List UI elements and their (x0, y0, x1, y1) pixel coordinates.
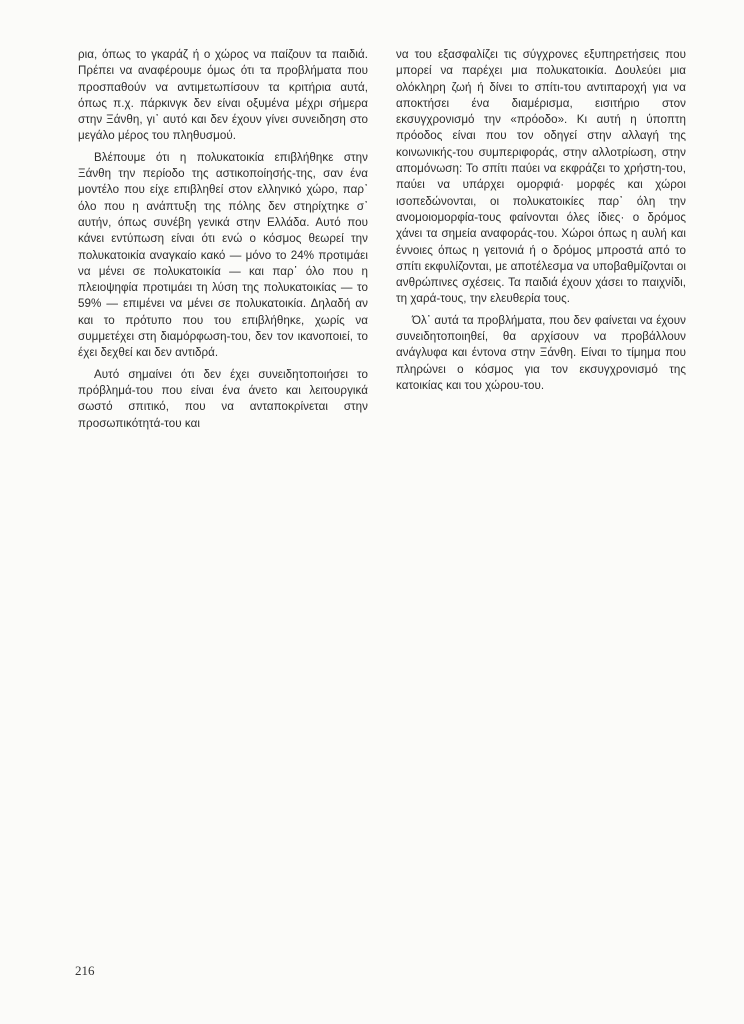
paragraph-3: Αυτό σημαίνει ότι δεν έχει συνειδητοποιήσει το πρόβλημά-του που είναι ένα άνετο και λειτουργικά σωστό σπιτικό, που να ανταποκρίνεται στην προσωπικότητά-του και (78, 367, 368, 430)
paragraph-5: Όλ᾽ αυτά τα προβλήματα, που δεν φαίνεται να έχουν συνειδητοποιηθεί, θα αρχίσουν να προβάλλουν ανάγλυφα και έντονα στην Ξάνθη. Είναι το τίμημα που πληρώνει ο κόσμος για τον εκσυγχρονισμό της κατοικίας και του χώρου-του. (396, 313, 686, 392)
left-column (78, 47, 368, 432)
paragraph-2: Βλέπουμε ότι η πολυκατοικία επιβλήθηκε στην Ξάνθη την περίοδο της αστικοποίησής-της, σαν ένα μοντέλο που είχε επιβληθεί στον ελληνικό χώρο, παρ᾽ όλο που η ανάπτυξη της πόλης δεν στηρίχτηκε σ᾽ αυτήν, όπως συνέβη γενικά στην Ελλάδα. Αυτό που κάνει εντύπωση είναι ότι ενώ ο κόσμος θεωρεί την πολυκατοικία αναγκαίο κακό — μόνο το 24% προτιμάει να μένει σε πολυκατοικία — και παρ᾽ όλο που η πλειοψηφία προτιμάει τη λύση της πολυκατοικίας — το 59% — επιμένει να μένει σε πολυκατοικία. Δηλαδή αν και το πρότυπο που του επιβλήθηκε, χωρίς να συμμετέχει στη διαμόρφωση-του, δεν τον ικανοποιεί, το έχει δεχθεί και δεν αντιδρά. (78, 150, 368, 360)
page-number: 216 (75, 963, 95, 978)
right-column (396, 47, 686, 394)
paragraph-1: ρια, όπως το γκαράζ ή ο χώρος να παίζουν τα παιδιά. Πρέπει να αναφέρουμε όμως ότι τα προβλήματα που προσπαθούν να αντιμετωπίσουν τα κριτήρια αυτά, όπως π.χ. πάρκινγκ δεν είναι οξυμένα μέχρι σήμερα στην Ξάνθη, γι᾽ αυτό και δεν έχουν γίνει συνειδηση στο μεγάλο μέρος του πληθυσμού. (78, 48, 368, 143)
paragraph-4: να του εξασφαλίζει τις σύγχρονες εξυπηρετήσεις που μπορεί να παρέχει μια πολυκατοικία. Δουλεύει μια ολόκληρη ζωή ή δίνει το σπίτι-του αντιπαροχή για να αποκτήσει ένα διαμέρισμα, εισιτήριο στον εκσυγχρονισμό την «πρόοδο». Κι αυτή η ύποπτη πρόοδος είναι που τον οδηγεί στην αλλαγή της κοινωνικής-του συμπεριφοράς, στην αλλοτρίωση, στην απομόνωση: Το σπίτι παύει να εκφράζει το χρήστη-του, παύει να υπάρχει ομορφιά· μορφές και χώροι ισοπεδώνονται, οι πολυκατοικίες παρ᾽ όλη την ανομοιομορφία-τους φαίνονται όλες ίδιες· ο δρόμος χάνει τα σημεία αναφοράς-του. Χώροι όπως η αυλή και έννοιες όπως η γειτονιά ή ο δρόμος μπροστά από το σπίτι εκφυλίζονται, με αποτέλεσμα να υποβαθμίζονται οι ανθρώπινες σχέσεις. Τα παιδιά έχουν χάσει το παιχνίδι, τη χαρά-τους, την ελευθερία τους. (396, 48, 686, 306)
